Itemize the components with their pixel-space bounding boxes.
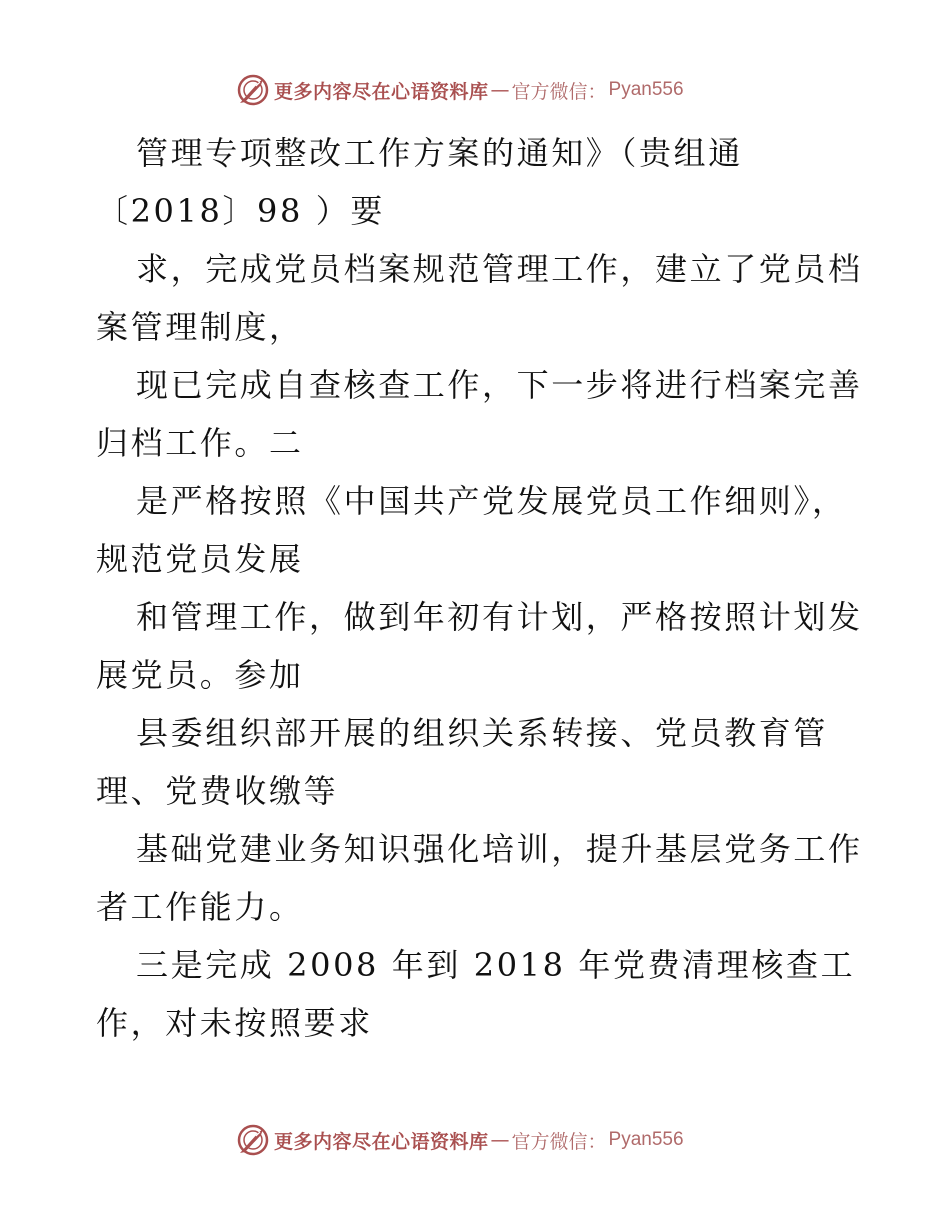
text-line: 〔2018〕98 ）要 bbox=[96, 192, 385, 230]
document-body bbox=[96, 124, 863, 1052]
text-line: 归档工作。二 bbox=[96, 424, 304, 462]
text-line: 理、党费收缴等 bbox=[96, 772, 339, 810]
text-line: 和管理工作，做到年初有计划，严格按照计划发 bbox=[136, 598, 863, 636]
watermark-text: 更多内容尽在心语资料库 bbox=[274, 80, 489, 103]
text-line: 县委组织部开展的组织关系转接、党员教育管 bbox=[136, 714, 829, 752]
quill-pen-icon bbox=[236, 73, 270, 107]
text-line: 案管理制度， bbox=[96, 308, 304, 346]
watermark-dash: — bbox=[490, 79, 510, 101]
text-line: 基础党建业务知识强化培训，提升基层党务工作 bbox=[136, 830, 863, 868]
text-line: 作，对未按照要求 bbox=[96, 1004, 373, 1042]
watermark-contact-label: 官方微信： bbox=[511, 80, 607, 103]
text-line: 现已完成自查核查工作，下一步将进行档案完善 bbox=[136, 366, 863, 404]
watermark-contact-id: Pyan556 bbox=[608, 79, 684, 100]
watermark-contact-id: Pyan556 bbox=[608, 1129, 684, 1150]
text-line: 者工作能力。 bbox=[96, 888, 304, 926]
text-line: 是严格按照《中国共产党发展党员工作细则》， bbox=[136, 482, 847, 520]
watermark-text: 更多内容尽在心语资料库 bbox=[274, 1130, 489, 1153]
watermark-contact-label: 官方微信： bbox=[511, 1130, 607, 1153]
text-line: 三是完成 2008 年到 2018 年党费清理核查工 bbox=[136, 946, 856, 984]
text-line: 规范党员发展 bbox=[96, 540, 304, 578]
text-line: 求，完成党员档案规范管理工作，建立了党员档 bbox=[136, 250, 863, 288]
text-line: 管理专项整改工作方案的通知》（贵组通 bbox=[136, 134, 743, 172]
quill-pen-icon bbox=[236, 1123, 270, 1157]
header-watermark bbox=[236, 72, 684, 108]
footer-watermark bbox=[236, 1122, 684, 1158]
text-line: 展党员。参加 bbox=[96, 656, 304, 694]
watermark-dash: — bbox=[490, 1129, 510, 1151]
